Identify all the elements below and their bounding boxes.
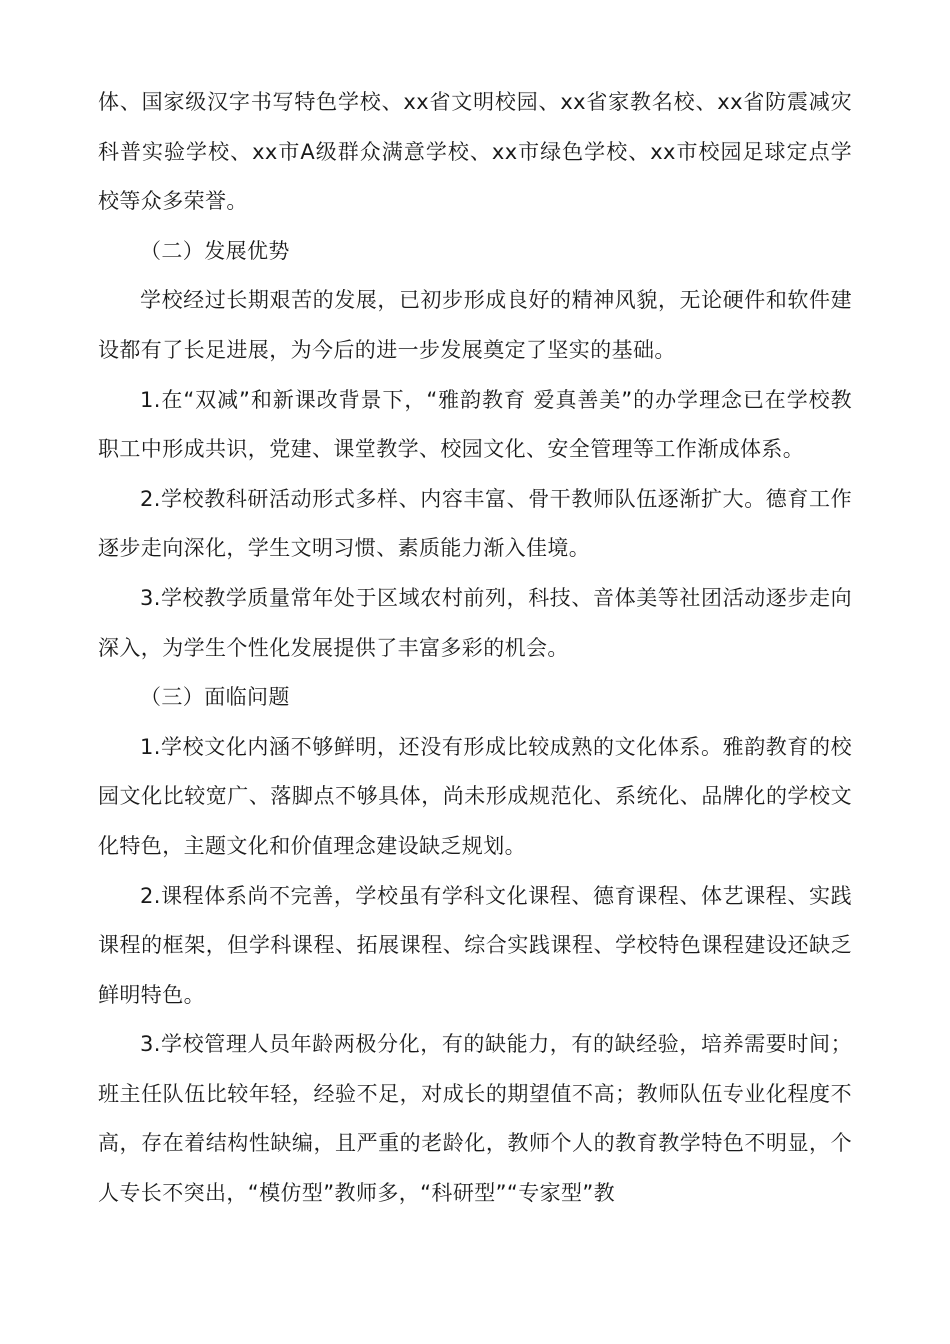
document-body [98, 78, 852, 1219]
paragraph-problem-1: 1.学校文化内涵不够鲜明，还没有形成比较成熟的文化体系。雅韵教育的校园文化比较宽广、落脚点不够具体，尚未形成规范化、系统化、品牌化的学校文化特色，主题文化和价值理念建设缺乏规划。 [98, 734, 852, 858]
paragraph-honors-continued: 体、国家级汉字书写特色学校、xx省文明校园、xx省家教名校、xx省防震减灾科普实验学校、xx市A级群众满意学校、xx市绿色学校、xx市校园足球定点学校等众多荣誉。 [98, 90, 852, 214]
paragraph-advantages-intro: 学校经过长期艰苦的发展，已初步形成良好的精神风貌，无论硬件和软件建设都有了长足进展，为今后的进一步发展奠定了坚实的基础。 [98, 288, 852, 362]
section-heading-development-advantages: （二）发展优势 [140, 238, 290, 263]
paragraph-problem-2: 2.课程体系尚不完善，学校虽有学科文化课程、德育课程、体艺课程、实践课程的框架，但学科课程、拓展课程、综合实践课程、学校特色课程建设还缺乏鲜明特色。 [98, 883, 852, 1007]
paragraph-advantage-1: 1.在“双减”和新课改背景下，“雅韵教育 爱真善美”的办学理念已在学校教职工中形成共识，党建、课堂教学、校园文化、安全管理等工作渐成体系。 [98, 387, 852, 462]
section-heading-problems: （三）面临问题 [140, 685, 290, 710]
paragraph-problem-3: 3.学校管理人员年龄两极分化，有的缺能力，有的缺经验，培养需要时间；班主任队伍比较年轻，经验不足，对成长的期望值不高；教师队伍专业化程度不高，存在着结构性缺编，且严重的老龄化，教师个人的教育教学特色不明显，个人专长不突出，“模仿型”教师多，“科研型”“专家型”教 [98, 1032, 852, 1206]
paragraph-advantage-2: 2.学校教科研活动形式多样、内容丰富、骨干教师队伍逐渐扩大。德育工作逐步走向深化，学生文明习惯、素质能力渐入佳境。 [98, 486, 852, 561]
paragraph-advantage-3: 3.学校教学质量常年处于区域农村前列，科技、音体美等社团活动逐步走向深入，为学生个性化发展提供了丰富多彩的机会。 [98, 585, 852, 660]
